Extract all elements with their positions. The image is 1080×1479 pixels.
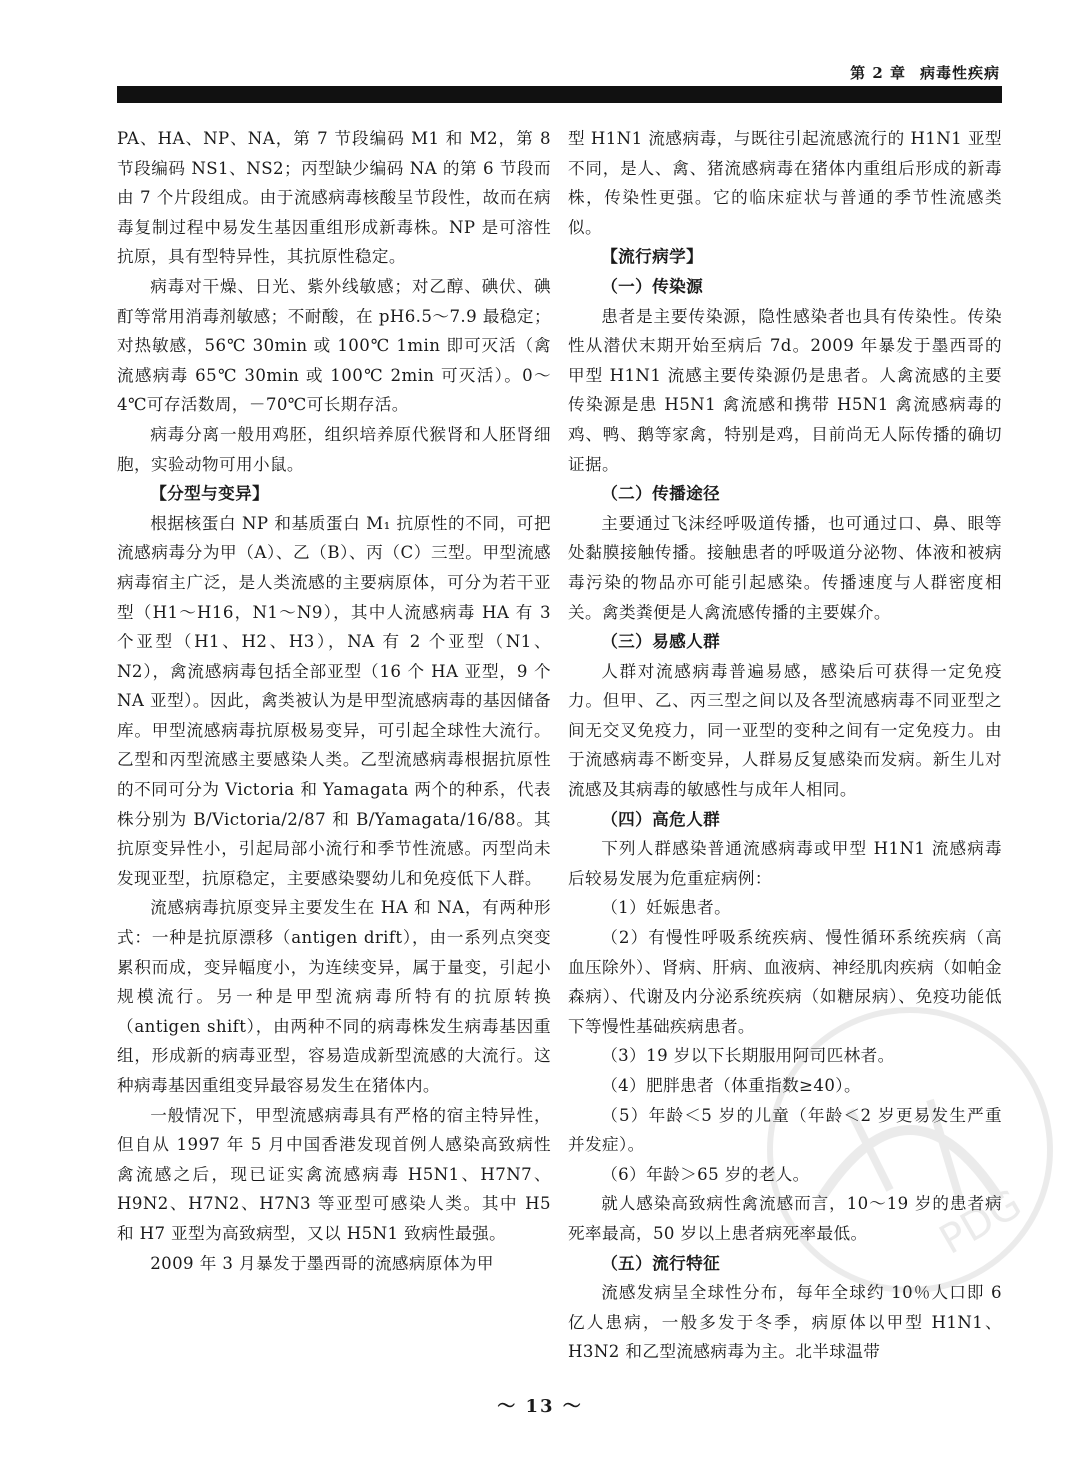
paragraph: 主要通过飞沫经呼吸道传播，也可通过口、鼻、眼等处黏膜接触传播。接触患者的呼吸道分泌物、体液和被病毒污染的物品亦可能引起感染。传播速度与人群密度相关。禽类粪便是人禽流感传播的主要媒介。: [568, 513, 1002, 622]
subsection-heading: （五）流行特征: [601, 1252, 721, 1273]
section-heading: 【流行病学】: [601, 246, 704, 267]
subsection-heading: （四）高危人群: [601, 808, 721, 829]
continued-paragraph: PA、HA、NP、NA，第 7 节段编码 M1 和 M2，第 8 节段编码 NS1、NS2；丙型缺少编码 NA 的第 6 节段而由 7 个片段组成。由于流感病毒核酸呈节段性，故而在病毒复制过程中易发生基因重组形成新毒株。NP 是可溶性抗原，具有型特异性，其抗原性稳定。: [117, 129, 551, 267]
subsection-heading: （一）传染源: [601, 275, 704, 296]
paragraph: （5）年龄＜5 岁的儿童（年龄＜2 岁更易发生严重并发症）。: [568, 1105, 1002, 1155]
watermark-text: PDG: [932, 1180, 1030, 1264]
running-header: [850, 62, 1000, 83]
right-column: [568, 124, 1002, 1367]
paragraph: 就人感染高致病性禽流感而言，10～19 岁的患者病死率最高，50 岁以上患者病死率最低。: [568, 1194, 1002, 1243]
paragraph: 2009 年 3 月暴发于墨西哥的流感病原体为甲: [150, 1253, 494, 1273]
left-column: [117, 124, 551, 1278]
page-number: ～ 13 ～: [497, 1396, 583, 1417]
paragraph: （2）有慢性呼吸系统疾病、慢性循环系统疾病（高血压除外）、肾病、肝病、血液病、神经肌肉疾病（如帕金森病）、代谢及内分泌系统疾病（如糖尿病）、免疫功能低下等慢性基础疾病患者。: [568, 928, 1002, 1036]
paragraph: 病毒分离一般用鸡胚，组织培养原代猴肾和人胚肾细胞，实验动物可用小鼠。: [117, 424, 551, 474]
subsection-heading: （二）传播途径: [601, 483, 721, 504]
subsection-heading: （三）易感人群: [601, 631, 721, 652]
paragraph: （6）年龄＞65 岁的老人。: [601, 1164, 810, 1184]
paragraph: 流感发病呈全球性分布，每年全球约 10％人口即 6 亿人患病，一般多发于冬季，病原体以甲型 H1N1、H3N2 和乙型流感病毒为主。北半球温带: [568, 1283, 1002, 1362]
paragraph: 根据核蛋白 NP 和基质蛋白 M₁ 抗原性的不同，可把流感病毒分为甲（A）、乙（B）、丙（C）三型。甲型流感病毒宿主广泛，是人类流感的主要病原体，可分为若干亚型（H1～H16，N1～N9），其中人流感病毒 HA 有 3 个亚型（H1、H2、H3），NA 有 2 个亚型（N1、N2），禽流感病毒包括全部亚型（16 个 HA 亚型，9 个 NA 亚型）。因此，禽类被认为是甲型流感病毒的基因储备库。甲型流感病毒抗原极易变异，可引起全球性大流行。乙型和丙型流感主要感染人类。乙型流感病毒根据抗原性的不同可分为 Victoria 和 Yamagata 两个的种系，代表株分别为 B/Victoria/2/87 和 B/Yamagata/16/88。其抗原变异性小，引起局部小流行和季节性流感。丙型尚未发现亚型，抗原稳定，主要感染婴幼儿和免疫低下人群。: [117, 513, 551, 888]
paragraph: （1）妊娠患者。: [601, 898, 732, 918]
paragraph: （3）19 岁以下长期服用阿司匹林者。: [601, 1046, 895, 1066]
paragraph: 病毒对干燥、日光、紫外线敏感；对乙醇、碘伏、碘酊等常用消毒剂敏感；不耐酸，在 pH6.5～7.9 最稳定；对热敏感，56℃ 30min 或 100℃ 1min 即可灭活（禽流感病毒 65℃ 30min 或 100℃ 2min 可灭活）。0～4℃可存活数周，－70℃可长期存活。: [117, 276, 551, 415]
chapter-label: 第 2 章: [850, 64, 906, 82]
paragraph: 流感病毒抗原变异主要发生在 HA 和 NA，有两种形式：一种是抗原漂移（antigen drift），由一系列点突变累积而成，变异幅度小，为连续变异，属于量变，引起小规模流行。另一种是甲型流病毒所特有的抗原转换（antigen shift），由两种不同的病毒株发生病毒基因重组，形成新的病毒亚型，容易造成新型流感的大流行。这种病毒基因重组变异最容易发生在猪体内。: [117, 898, 551, 1095]
continued-paragraph: 型 H1N1 流感病毒，与既往引起流感流行的 H1N1 亚型不同，是人、禽、猪流感病毒在猪体内重组后形成的新毒株，传染性更强。它的临床症状与普通的季节性流感类似。: [568, 129, 1002, 237]
header-rule: [117, 86, 1002, 103]
paragraph: 患者是主要传染源，隐性感染者也具有传染性。传染性从潜伏末期开始至病后 7d。2009 年暴发于墨西哥的甲型 H1N1 流感主要传染源仍是患者。人禽流感的主要传染源是患 H5N1 禽流感和携带 H5N1 禽流感病毒的鸡、鸭、鹅等家禽，特别是鸡，目前尚无人际传播的确切证据。: [568, 306, 1002, 474]
paragraph: 人群对流感病毒普遍易感，感染后可获得一定免疫力。但甲、乙、丙三型之间以及各型流感病毒不同亚型之间无交叉免疫力，同一亚型的变种之间有一定免疫力。由于流感病毒不断变异，人群易反复感染而发病。新生儿对流感及其病毒的敏感性与成年人相同。: [568, 661, 1002, 800]
paragraph: 下列人群感染普通流感病毒或甲型 H1N1 流感病毒后较易发展为危重症病例：: [568, 839, 1002, 888]
section-heading: 【分型与变异】: [150, 483, 270, 504]
chapter-title: 病毒性疾病: [919, 64, 1000, 82]
paragraph: （4）肥胖患者（体重指数≥40）。: [601, 1076, 861, 1095]
paragraph: 一般情况下，甲型流感病毒具有严格的宿主特异性，但自从 1997 年 5 月中国香港发现首例人感染高致病性禽流感之后，现已证实禽流感病毒 H5N1、H7N7、H9N2、H7N2、H7N3 等亚型可感染人类。其中 H5 和 H7 亚型为高致病型，又以 H5N1 致病性最强。: [117, 1105, 551, 1243]
